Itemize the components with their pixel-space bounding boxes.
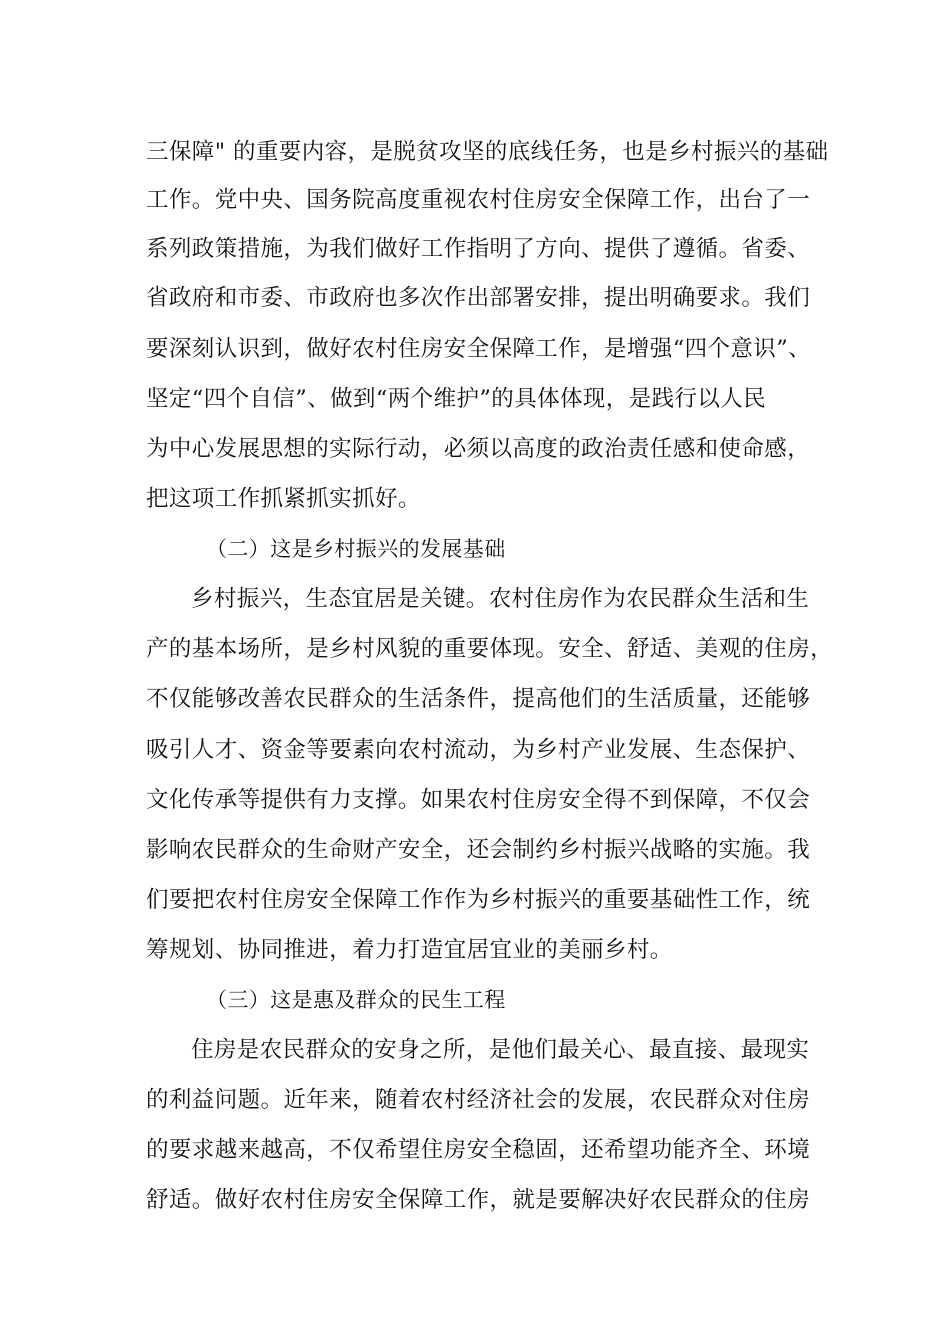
- body-text-line: 们要把农村住房安全保障工作作为乡村振兴的重要基础性工作，统: [146, 887, 811, 913]
- body-text-line: 为中心发展思想的实际行动，必须以高度的政治责任感和使命感，: [146, 436, 811, 462]
- body-text-line: 筹规划、协同推进，着力打造宜居宜业的美丽乡村。: [146, 937, 673, 963]
- body-text-line: 不仅能够改善农民群众的生活条件，提高他们的生活质量，还能够: [146, 686, 811, 712]
- body-text-line: 系列政策措施，为我们做好工作指明了方向、提供了遵循。省委、: [146, 236, 811, 262]
- paragraph-first-line: 住房是农民群众的安身之所，是他们最关心、最直接、最现实: [191, 1037, 810, 1063]
- body-text-line: 把这项工作抓紧抓实抓好。: [146, 486, 421, 512]
- body-text-line: 的要求越来越高，不仅希望住房安全稳固，还希望功能齐全、环境: [146, 1137, 811, 1163]
- body-text-line: 要深刻认识到，做好农村住房安全保障工作，是增强“四个意识”、: [146, 336, 812, 362]
- section-heading-3: （三）这是惠及群众的民生工程: [206, 988, 506, 1012]
- body-text-line: 工作。党中央、国务院高度重视农村住房安全保障工作，出台了一: [146, 187, 811, 213]
- body-text-line: 文化传承等提供有力支撑。如果农村住房安全得不到保障，不仅会: [146, 787, 811, 813]
- body-text-line: 的利益问题。近年来，随着农村经济社会的发展，农民群众对住房: [146, 1087, 811, 1113]
- body-text-line: 产的基本场所，是乡村风貌的重要体现。安全、舒适、美观的住房，: [146, 636, 834, 662]
- section-heading-2: （二）这是乡村振兴的发展基础: [206, 537, 506, 561]
- paragraph-first-line: 乡村振兴，生态宜居是关键。农村住房作为农民群众生活和生: [191, 586, 810, 612]
- body-text-line: 三保障" 的重要内容，是脱贫攻坚的底线任务，也是乡村振兴的基础: [146, 139, 829, 165]
- body-text-line: 影响农民群众的生命财产安全，还会制约乡村振兴战略的实施。我: [146, 837, 811, 863]
- body-text-line: 坚定“四个自信”、做到“两个维护”的具体体现，是践行以人民: [146, 386, 767, 412]
- body-text-line: 吸引人才、资金等要素向农村流动，为乡村产业发展、生态保护、: [146, 737, 811, 763]
- body-text-line: 省政府和市委、市政府也多次作出部署安排，提出明确要求。我们: [146, 285, 811, 311]
- body-text-line: 舒适。做好农村住房安全保障工作，就是要解决好农民群众的住房: [146, 1187, 811, 1213]
